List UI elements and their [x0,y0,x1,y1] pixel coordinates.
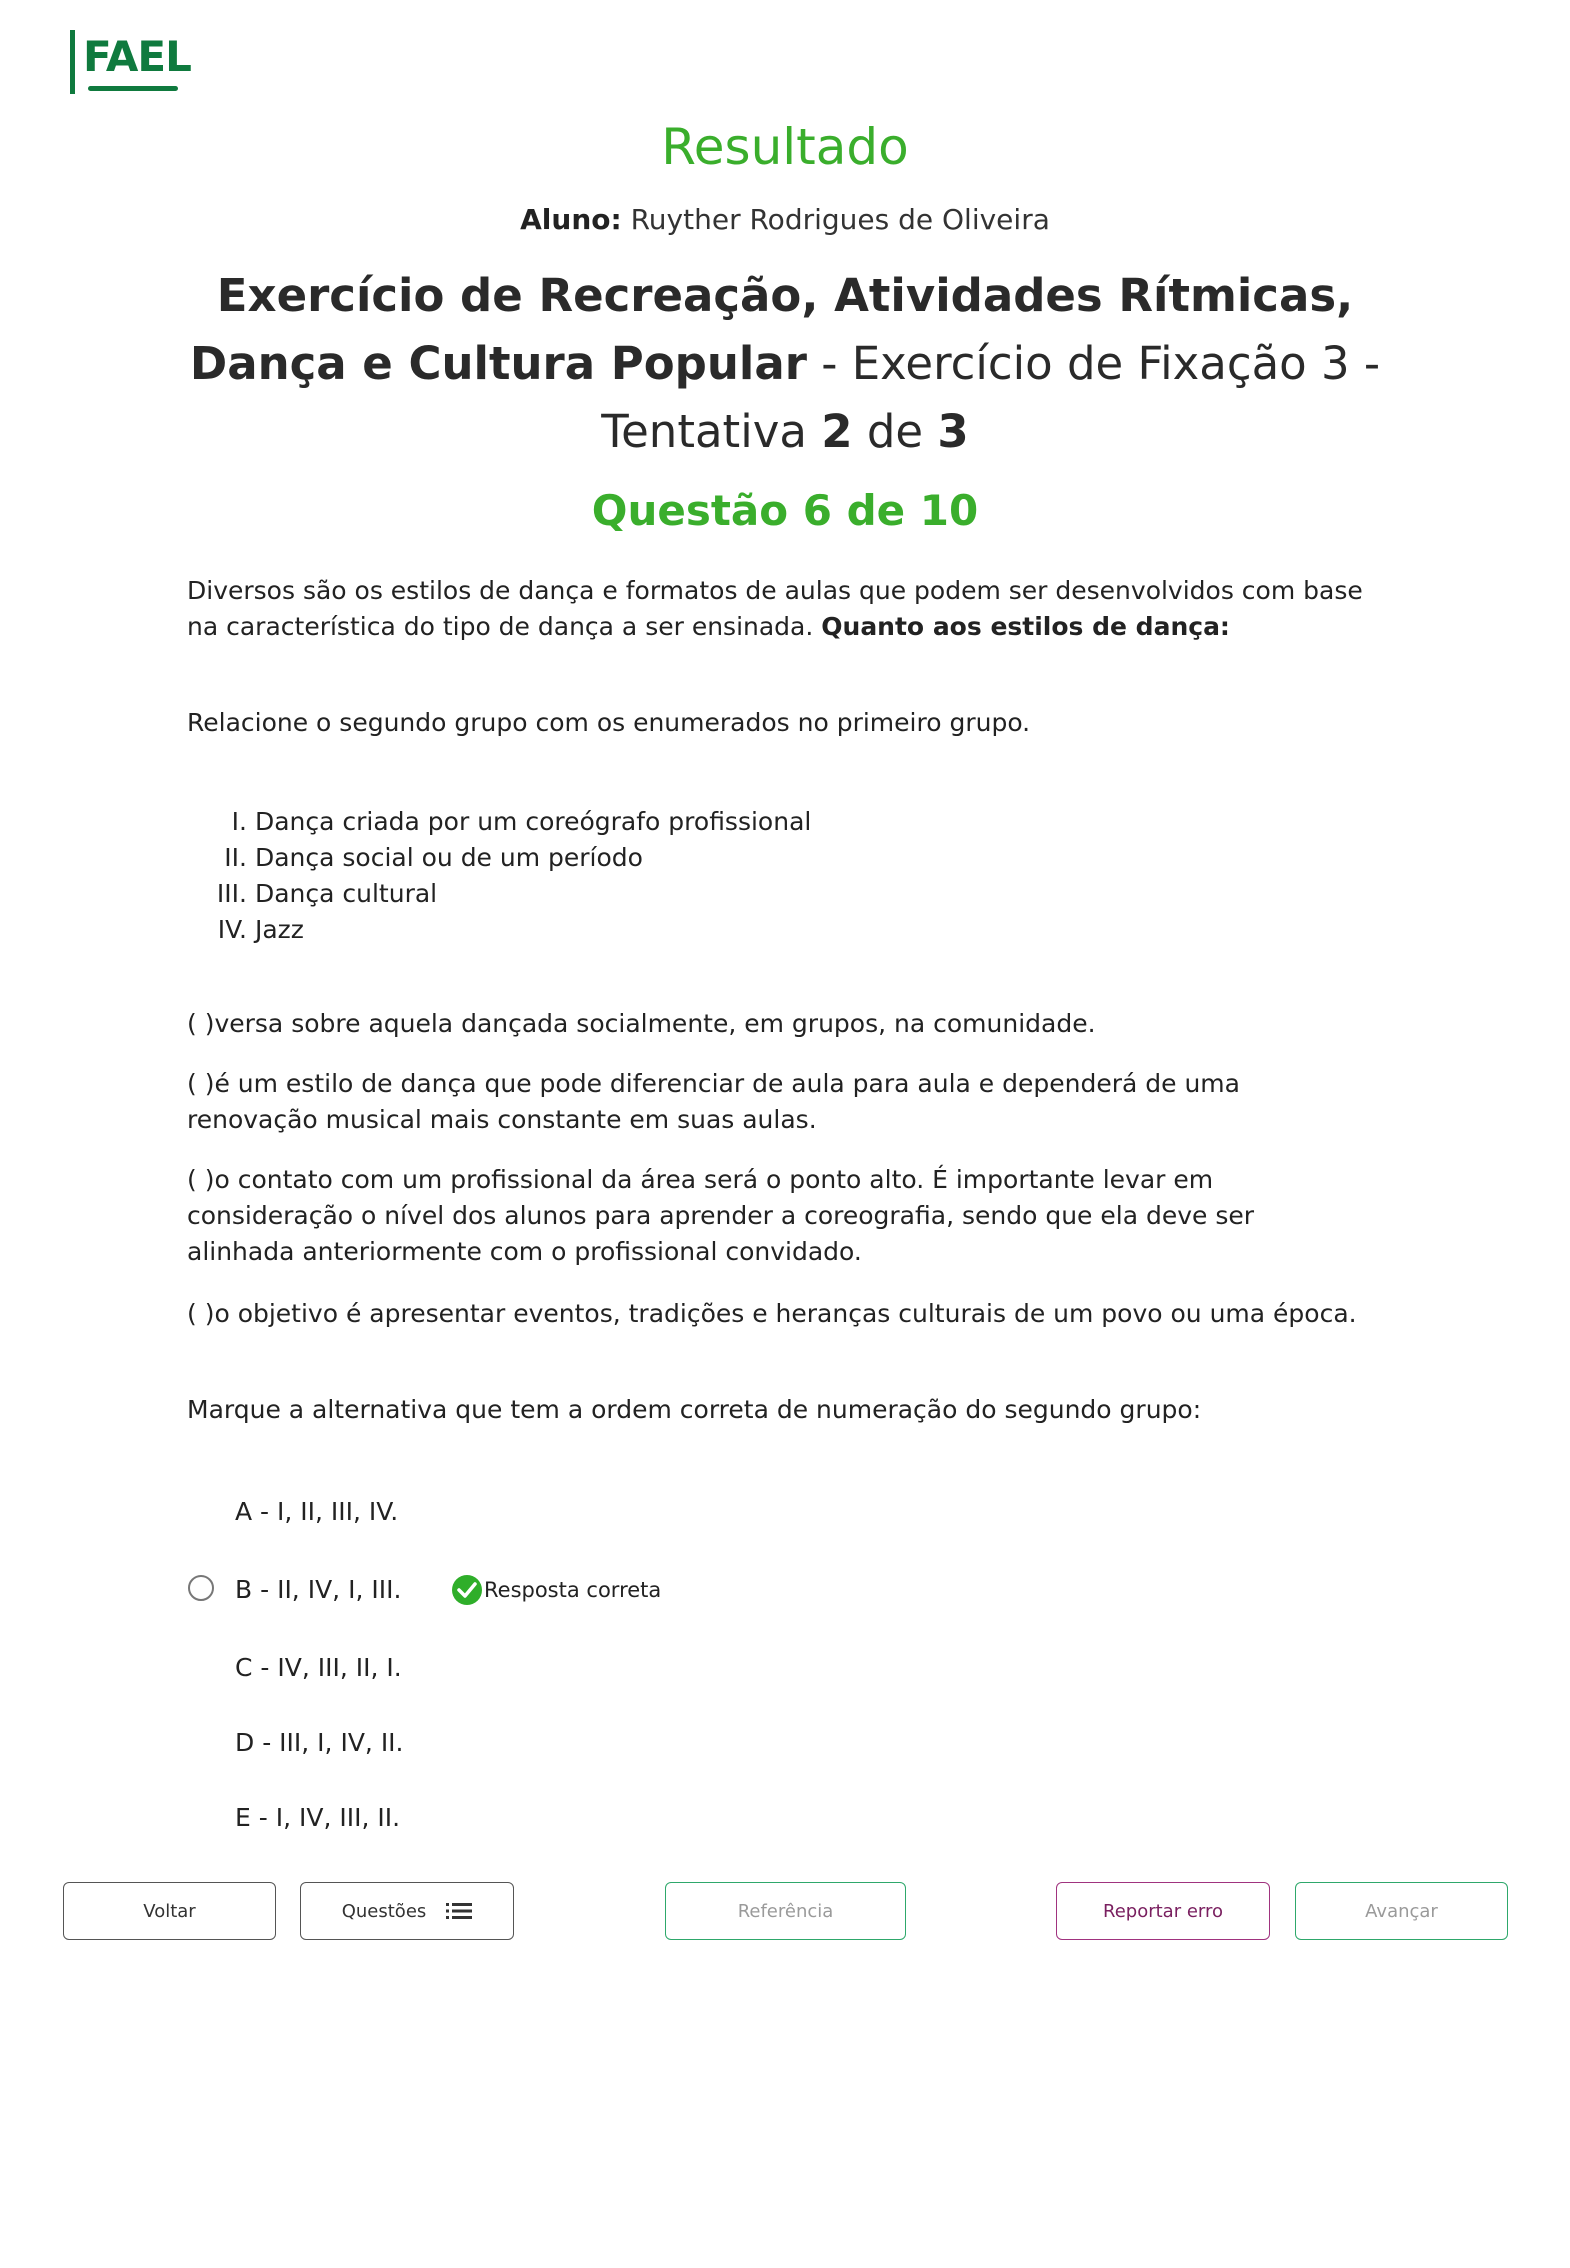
course-name: Exercício de Recreação, Atividades Rítmicas, Dança e Cultura Popular [189,269,1354,390]
back-button-label: Voltar [143,1900,196,1922]
second-group-item: ( )o contato com um profissional da área será o ponto alto. É importante levar em consideração o nível dos alunos para aprender a coreografia, sendo que ela deve ser alinhada anteriormente com o profissional convidado. [187,1165,1255,1266]
question-instruction: Relacione o segundo grupo com os enumerados no primeiro grupo. [187,708,1031,737]
attempt-number: 2 [821,405,853,458]
list-item [187,840,1087,876]
fael-logo [70,30,191,94]
logo-underline [88,86,178,91]
list-item-text: Jazz [254,915,304,944]
option-b: B - II, IV, I, III. [235,1575,402,1604]
list-item [187,876,1087,912]
reference-button-label: Referência [737,1900,834,1922]
question-prompt: Marque a alternativa que tem a ordem correta de numeração do segundo grupo: [187,1395,1202,1424]
exercise-title [180,262,1390,466]
questions-button[interactable] [300,1882,514,1940]
option-a: A - I, II, III, IV. [235,1497,399,1526]
attempt-total: 3 [937,405,969,458]
second-group-item: ( )o objetivo é apresentar eventos, tradições e heranças culturais de um povo ou uma época. [187,1299,1357,1328]
correct-answer-label: Resposta correta [484,1578,662,1602]
list-item [187,804,1087,840]
option-c: C - IV, III, II, I. [235,1653,402,1682]
questions-button-label: Questões [341,1900,427,1922]
list-item [187,912,1087,948]
first-group-list [187,804,1087,948]
back-button[interactable] [63,1882,276,1940]
option-b-radio[interactable] [188,1575,214,1601]
second-group-item: ( )é um estilo de dança que pode diferenciar de aula para aula e dependerá de uma renovação musical mais constante em suas aulas. [187,1069,1240,1134]
check-circle-icon [452,1575,482,1605]
question-counter: Questão 6 de 10 [591,486,979,535]
list-item-text: Dança criada por um coreógrafo profissional [254,807,812,836]
logo-bar [70,30,75,94]
list-icon [446,1902,472,1920]
student-name: Ruyther Rodrigues de Oliveira [630,203,1050,236]
exercise-name: Exercício de Fixação 3 - Tentativa [601,337,1381,458]
list-item-number: III. [216,879,247,908]
next-button[interactable] [1295,1882,1508,1940]
intro-bold: Quanto aos estilos de dança: [821,612,1230,641]
attempt-of: de [852,405,938,458]
list-item-text: Dança cultural [254,879,438,908]
next-button-label: Avançar [1365,1900,1438,1922]
student-info [0,203,1570,236]
title-separator: - [806,337,852,390]
option-d: D - III, I, IV, II. [235,1728,404,1757]
reference-button[interactable] [665,1882,906,1940]
page-title: Resultado [661,118,909,176]
question-intro [187,573,1367,645]
report-error-button[interactable] [1056,1882,1270,1940]
list-item-number: I. [231,807,247,836]
second-group-item: ( )versa sobre aquela dançada socialmente, em grupos, na comunidade. [187,1009,1096,1038]
report-error-button-label: Reportar erro [1103,1900,1223,1922]
logo-text: FAEL [83,32,191,81]
list-item-number: II. [224,843,247,872]
list-item-number: IV. [217,915,247,944]
student-label: Aluno: [520,203,622,236]
list-item-text: Dança social ou de um período [254,843,643,872]
option-e: E - I, IV, III, II. [235,1803,401,1832]
correct-answer-badge [452,1574,661,1606]
intro-text: Diversos são os estilos de dança e formatos de aulas que podem ser desenvolvidos com base na característica do tipo de dança a ser ensinada. [187,576,1363,641]
